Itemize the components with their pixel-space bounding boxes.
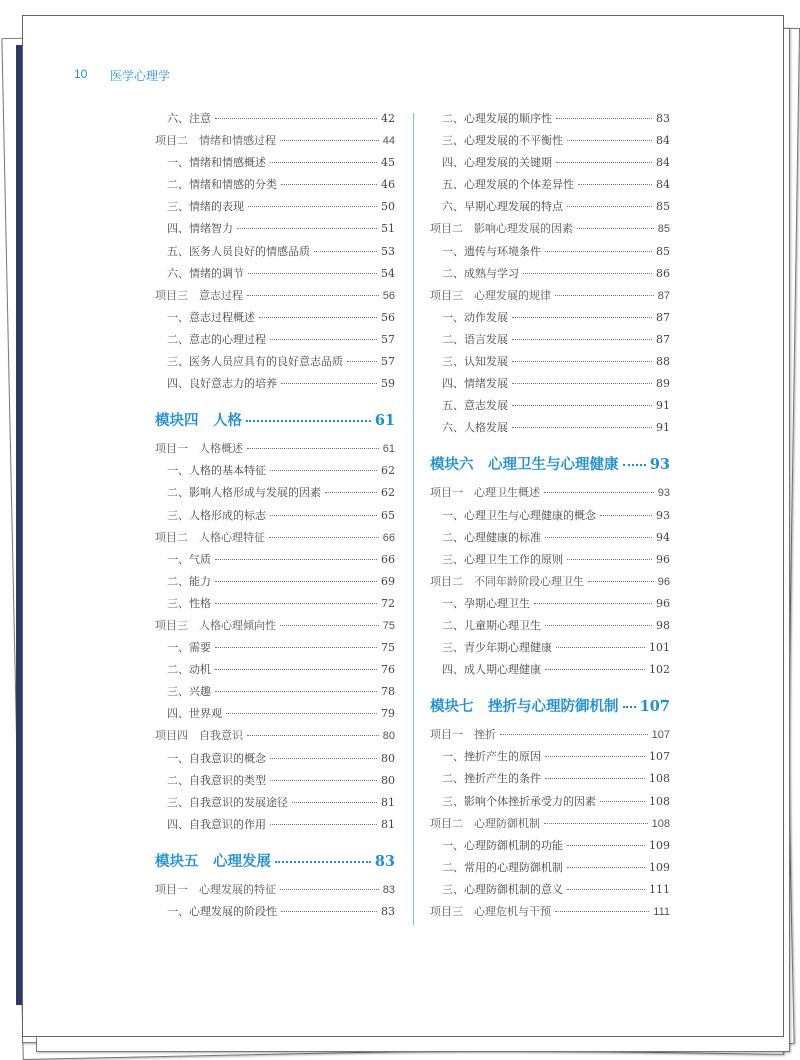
toc-column-right xyxy=(430,110,670,925)
toc-section-entry[interactable] xyxy=(430,176,670,198)
toc-section-entry[interactable] xyxy=(430,617,670,639)
toc-section-entry[interactable] xyxy=(155,639,395,661)
entry-page-number: 93 xyxy=(649,456,670,474)
leader-dots xyxy=(270,162,377,163)
toc-section-entry[interactable] xyxy=(430,198,670,220)
entry-page-number: 101 xyxy=(649,641,670,655)
entry-page-number: 84 xyxy=(656,178,670,192)
entry-title: 三、心理卫生工作的原则 xyxy=(442,552,563,566)
leader-dots xyxy=(270,758,377,759)
entry-page-number: 57 xyxy=(381,332,395,346)
entry-page-number: 66 xyxy=(382,531,395,544)
entry-title: 六、情绪的调节 xyxy=(167,266,244,280)
entry-title: 项目二 情绪和情感过程 xyxy=(155,135,276,148)
toc-section-entry[interactable] xyxy=(430,154,670,176)
toc-section-entry[interactable] xyxy=(155,265,395,287)
page-number: 10 xyxy=(74,67,88,81)
entry-title: 四、心理发展的关键期 xyxy=(442,156,552,170)
leader-dots xyxy=(544,492,654,493)
leader-dots xyxy=(281,184,377,185)
entry-title: 一、孕期心理卫生 xyxy=(442,596,530,610)
entry-title: 二、语言发展 xyxy=(442,332,508,346)
leader-dots xyxy=(567,140,652,141)
entry-page-number: 96 xyxy=(656,596,670,610)
leader-dots xyxy=(556,118,652,119)
leader-dots xyxy=(545,625,652,626)
toc-section-entry[interactable] xyxy=(155,705,395,727)
toc-project-entry[interactable] xyxy=(430,220,670,242)
entry-title: 二、动机 xyxy=(167,663,211,677)
entry-title: 四、成人期心理健康 xyxy=(442,663,541,677)
leader-dots xyxy=(623,464,646,466)
toc-project-entry[interactable] xyxy=(430,726,670,748)
toc-project-entry[interactable] xyxy=(430,287,670,309)
entry-page-number: 83 xyxy=(381,905,395,918)
toc-section-entry[interactable] xyxy=(430,529,670,551)
entry-title: 一、气质 xyxy=(167,552,211,566)
leader-dots xyxy=(215,581,377,582)
entry-page-number: 107 xyxy=(649,750,670,764)
leader-dots xyxy=(259,317,377,318)
entry-title: 一、动作发展 xyxy=(442,310,508,324)
entry-title: 二、心理健康的标准 xyxy=(442,530,541,544)
entry-title: 三、人格形成的标志 xyxy=(167,508,266,522)
entry-title: 三、兴趣 xyxy=(167,685,211,699)
entry-page-number: 85 xyxy=(656,244,670,258)
toc-section-entry[interactable] xyxy=(155,507,395,529)
leader-dots xyxy=(578,184,652,185)
leader-dots xyxy=(567,206,652,207)
entry-title: 二、能力 xyxy=(167,574,211,588)
entry-page-number: 80 xyxy=(382,730,395,743)
toc-section-entry[interactable] xyxy=(430,551,670,573)
leader-dots xyxy=(567,845,645,846)
entry-title: 项目一 人格概述 xyxy=(155,443,243,456)
leader-dots xyxy=(347,361,377,362)
entry-title: 四、自我意识的作用 xyxy=(167,817,266,831)
toc-section-entry[interactable] xyxy=(430,661,670,683)
entry-title: 四、情绪智力 xyxy=(167,222,233,236)
leader-dots xyxy=(226,713,377,714)
toc-module-heading[interactable] xyxy=(155,409,395,430)
entry-page-number: 93 xyxy=(656,508,670,522)
entry-page-number: 89 xyxy=(656,377,670,391)
entry-page-number: 91 xyxy=(656,399,670,413)
toc-section-entry[interactable] xyxy=(430,793,670,815)
toc-project-entry[interactable] xyxy=(155,617,395,639)
leader-dots xyxy=(270,339,377,340)
toc-section-entry[interactable] xyxy=(430,110,670,132)
toc-section-entry[interactable] xyxy=(155,573,395,595)
entry-title: 一、人格的基本特征 xyxy=(167,464,266,478)
entry-title: 一、心理发展的阶段性 xyxy=(167,905,277,918)
entry-page-number: 69 xyxy=(381,574,395,588)
entry-title: 项目一 心理发展的特征 xyxy=(155,883,276,896)
toc-project-entry[interactable] xyxy=(155,132,395,154)
entry-title: 三、认知发展 xyxy=(442,355,508,369)
toc-section-entry[interactable] xyxy=(155,309,395,331)
entry-title: 六、人格发展 xyxy=(442,421,508,435)
toc-section-entry[interactable] xyxy=(155,243,395,265)
entry-page-number: 107 xyxy=(639,698,670,716)
toc-section-entry[interactable] xyxy=(430,837,670,859)
entry-page-number: 108 xyxy=(649,772,670,786)
entry-page-number: 75 xyxy=(382,619,395,632)
leader-dots xyxy=(270,515,377,516)
toc-section-entry[interactable] xyxy=(430,265,670,287)
entry-page-number: 61 xyxy=(374,412,395,430)
entry-page-number: 83 xyxy=(382,883,395,896)
entry-page-number: 111 xyxy=(653,906,670,918)
entry-title: 一、意志过程概述 xyxy=(167,310,255,324)
entry-title: 三、影响个体挫折承受力的因素 xyxy=(442,794,596,808)
entry-page-number: 85 xyxy=(657,223,670,236)
toc-section-entry[interactable] xyxy=(430,331,670,353)
leader-dots xyxy=(314,251,377,252)
entry-page-number: 88 xyxy=(656,355,670,369)
entry-title: 三、性格 xyxy=(167,596,211,610)
leader-dots xyxy=(280,625,379,626)
entry-title: 五、意志发展 xyxy=(442,399,508,413)
book-title: 医学心理学 xyxy=(110,69,171,83)
leader-dots xyxy=(555,295,654,296)
entry-page-number: 54 xyxy=(381,266,395,280)
entry-page-number: 44 xyxy=(382,135,395,148)
entry-title: 二、常用的心理防御机制 xyxy=(442,860,563,874)
entry-page-number: 56 xyxy=(381,310,395,324)
entry-title: 一、情绪和情感概述 xyxy=(167,156,266,170)
leader-dots xyxy=(215,691,377,692)
entry-title: 模块六 心理卫生与心理健康 xyxy=(430,457,619,474)
entry-page-number: 59 xyxy=(381,377,395,391)
leader-dots xyxy=(281,911,377,912)
entry-title: 项目四 自我意识 xyxy=(155,730,243,743)
entry-title: 三、青少年期心理健康 xyxy=(442,641,552,655)
entry-page-number: 91 xyxy=(656,421,670,435)
column-divider xyxy=(413,113,414,925)
leader-dots xyxy=(248,206,377,207)
toc-section-entry[interactable] xyxy=(155,220,395,242)
leader-dots xyxy=(512,317,652,318)
leader-dots xyxy=(545,537,652,538)
entry-title: 项目二 影响心理发展的因素 xyxy=(430,223,573,236)
entry-title: 一、需要 xyxy=(167,641,211,655)
leader-dots xyxy=(512,427,652,428)
toc-project-entry[interactable] xyxy=(430,815,670,837)
entry-page-number: 98 xyxy=(656,618,670,632)
leader-dots xyxy=(215,647,377,648)
entry-page-number: 87 xyxy=(656,332,670,346)
toc-project-entry[interactable] xyxy=(430,573,670,595)
toc-project-entry[interactable] xyxy=(430,484,670,506)
toc-section-entry[interactable] xyxy=(430,507,670,529)
entry-page-number: 84 xyxy=(656,156,670,170)
toc-section-entry[interactable] xyxy=(155,110,395,132)
entry-title: 项目一 心理卫生概述 xyxy=(430,487,540,500)
leader-dots xyxy=(270,780,377,781)
toc-section-entry[interactable] xyxy=(430,595,670,617)
toc-module-heading[interactable] xyxy=(430,695,670,716)
toc-section-entry[interactable] xyxy=(430,397,670,419)
toc-project-entry[interactable] xyxy=(155,287,395,309)
entry-page-number: 76 xyxy=(381,663,395,677)
entry-title: 二、儿童期心理卫生 xyxy=(442,618,541,632)
entry-page-number: 53 xyxy=(381,244,395,258)
entry-page-number: 46 xyxy=(381,178,395,192)
toc-module-heading[interactable] xyxy=(155,850,395,871)
toc-section-entry[interactable] xyxy=(430,419,670,441)
entry-page-number: 62 xyxy=(381,486,395,500)
leader-dots xyxy=(247,735,379,736)
entry-title: 五、医务人员良好的情感品质 xyxy=(167,244,310,258)
entry-page-number: 45 xyxy=(381,156,395,170)
toc-section-entry[interactable] xyxy=(155,198,395,220)
toc-section-entry[interactable] xyxy=(430,353,670,375)
entry-title: 项目三 人格心理倾向性 xyxy=(155,619,276,632)
entry-title: 二、情绪和情感的分类 xyxy=(167,178,277,192)
leader-dots xyxy=(269,537,379,538)
leader-dots xyxy=(215,559,377,560)
entry-page-number: 62 xyxy=(381,464,395,478)
entry-page-number: 57 xyxy=(381,355,395,369)
leader-dots xyxy=(247,448,379,449)
leader-dots xyxy=(567,889,645,890)
leader-dots xyxy=(534,603,652,604)
toc-section-entry[interactable] xyxy=(155,816,395,838)
toc-section-entry[interactable] xyxy=(155,772,395,794)
toc-section-entry[interactable] xyxy=(155,331,395,353)
leader-dots xyxy=(247,295,379,296)
entry-title: 三、情绪的表现 xyxy=(167,200,244,214)
leader-dots xyxy=(577,228,654,229)
entry-title: 三、医务人员应具有的良好意志品质 xyxy=(167,355,343,369)
toc-section-entry[interactable] xyxy=(155,484,395,506)
entry-page-number: 85 xyxy=(656,200,670,214)
entry-page-number: 80 xyxy=(381,773,395,787)
entry-page-number: 94 xyxy=(656,530,670,544)
entry-title: 一、遗传与环境条件 xyxy=(442,244,541,258)
toc-project-entry[interactable] xyxy=(155,727,395,749)
leader-dots xyxy=(512,339,652,340)
leader-dots xyxy=(325,492,377,493)
entry-title: 六、早期心理发展的特点 xyxy=(442,200,563,214)
leader-dots xyxy=(545,669,645,670)
entry-page-number: 81 xyxy=(381,817,395,831)
leader-dots xyxy=(275,861,371,863)
entry-title: 二、心理发展的顺序性 xyxy=(442,112,552,125)
entry-page-number: 50 xyxy=(381,200,395,214)
entry-page-number: 80 xyxy=(381,751,395,765)
leader-dots xyxy=(246,420,371,422)
toc-section-entry[interactable] xyxy=(155,683,395,705)
entry-page-number: 75 xyxy=(381,641,395,655)
toc-section-entry[interactable] xyxy=(155,551,395,573)
toc-project-entry[interactable] xyxy=(155,529,395,551)
toc-module-heading[interactable] xyxy=(430,453,670,474)
toc-project-entry[interactable] xyxy=(155,440,395,462)
toc-section-entry[interactable] xyxy=(430,132,670,154)
entry-title: 项目二 不同年龄阶段心理卫生 xyxy=(430,575,584,588)
entry-page-number: 108 xyxy=(649,794,670,808)
entry-title: 模块七 挫折与心理防御机制 xyxy=(430,699,619,716)
entry-title: 项目二 人格心理特征 xyxy=(155,531,265,544)
toc-section-entry[interactable] xyxy=(155,750,395,772)
toc-project-entry[interactable] xyxy=(430,903,670,925)
entry-title: 二、自我意识的类型 xyxy=(167,773,266,787)
entry-title: 项目三 心理发展的规律 xyxy=(430,289,551,302)
leader-dots xyxy=(500,734,648,735)
leader-dots xyxy=(545,251,652,252)
leader-dots xyxy=(567,867,645,868)
entry-page-number: 93 xyxy=(657,487,670,500)
toc-project-entry[interactable] xyxy=(155,881,395,903)
entry-page-number: 56 xyxy=(382,289,395,302)
entry-title: 六、注意 xyxy=(167,112,211,125)
entry-title: 项目三 意志过程 xyxy=(155,289,243,302)
leader-dots xyxy=(215,603,377,604)
leader-dots xyxy=(600,801,645,802)
toc-section-entry[interactable] xyxy=(155,176,395,198)
entry-title: 项目一 挫折 xyxy=(430,729,496,742)
toc-section-entry[interactable] xyxy=(155,154,395,176)
toc-section-entry[interactable] xyxy=(430,639,670,661)
entry-title: 一、自我意识的概念 xyxy=(167,751,266,765)
entry-title: 三、自我意识的发展途径 xyxy=(167,795,288,809)
entry-page-number: 83 xyxy=(374,852,395,870)
entry-page-number: 86 xyxy=(656,266,670,280)
entry-title: 四、情绪发展 xyxy=(442,377,508,391)
toc-column-left xyxy=(155,110,395,925)
entry-page-number: 84 xyxy=(656,134,670,148)
entry-page-number: 78 xyxy=(381,685,395,699)
leader-dots xyxy=(544,823,648,824)
entry-page-number: 72 xyxy=(381,596,395,610)
leader-dots xyxy=(280,140,379,141)
leader-dots xyxy=(248,273,377,274)
entry-page-number: 65 xyxy=(381,508,395,522)
leader-dots xyxy=(215,118,377,119)
entry-title: 二、意志的心理过程 xyxy=(167,332,266,346)
entry-title: 三、心理发展的不平衡性 xyxy=(442,134,563,148)
entry-page-number: 96 xyxy=(657,575,670,588)
entry-page-number: 42 xyxy=(381,112,395,125)
entry-title: 四、良好意志力的培养 xyxy=(167,377,277,391)
leader-dots xyxy=(555,911,649,912)
leader-dots xyxy=(281,383,377,384)
toc-section-entry[interactable] xyxy=(430,309,670,331)
toc-section-entry[interactable] xyxy=(155,462,395,484)
leader-dots xyxy=(270,824,377,825)
leader-dots xyxy=(588,581,654,582)
leader-dots xyxy=(567,559,652,560)
leader-dots xyxy=(523,273,652,274)
entry-page-number: 51 xyxy=(381,222,395,236)
entry-title: 一、心理卫生与心理健康的概念 xyxy=(442,508,596,522)
entry-page-number: 87 xyxy=(657,289,670,302)
entry-title: 一、挫折产生的原因 xyxy=(442,750,541,764)
leader-dots xyxy=(623,706,636,708)
leader-dots xyxy=(237,228,377,229)
leader-dots xyxy=(545,756,645,757)
entry-title: 项目二 心理防御机制 xyxy=(430,817,540,830)
leader-dots xyxy=(215,669,377,670)
entry-title: 四、世界观 xyxy=(167,707,222,721)
entry-page-number: 102 xyxy=(649,663,670,677)
leader-dots xyxy=(292,802,377,803)
entry-page-number: 108 xyxy=(651,817,670,830)
entry-title: 二、成熟与学习 xyxy=(442,266,519,280)
entry-page-number: 96 xyxy=(656,552,670,566)
leader-dots xyxy=(512,383,652,384)
entry-page-number: 87 xyxy=(656,310,670,324)
entry-title: 一、心理防御机制的功能 xyxy=(442,838,563,852)
leader-dots xyxy=(556,647,645,648)
toc-section-entry[interactable] xyxy=(155,794,395,816)
toc-section-entry[interactable] xyxy=(155,353,395,375)
entry-page-number: 83 xyxy=(656,112,670,125)
leader-dots xyxy=(556,162,652,163)
entry-title: 二、影响人格形成与发展的因素 xyxy=(167,486,321,500)
toc-section-entry[interactable] xyxy=(430,748,670,770)
toc-section-entry[interactable] xyxy=(430,881,670,903)
toc-section-entry[interactable] xyxy=(430,859,670,881)
entry-page-number: 66 xyxy=(381,552,395,566)
entry-title: 三、心理防御机制的意义 xyxy=(442,882,563,896)
entry-page-number: 111 xyxy=(649,882,670,896)
entry-page-number: 107 xyxy=(651,729,670,742)
entry-title: 模块四 人格 xyxy=(155,413,242,430)
entry-title: 模块五 心理发展 xyxy=(155,853,271,870)
toc-section-entry[interactable] xyxy=(430,243,670,265)
toc-section-entry[interactable] xyxy=(430,375,670,397)
leader-dots xyxy=(600,515,652,516)
leader-dots xyxy=(512,405,652,406)
entry-title: 二、挫折产生的条件 xyxy=(442,772,541,786)
leader-dots xyxy=(512,361,652,362)
toc-section-entry[interactable] xyxy=(155,903,395,925)
entry-page-number: 79 xyxy=(381,707,395,721)
leader-dots xyxy=(545,778,645,779)
leader-dots xyxy=(280,889,379,890)
toc-section-entry[interactable] xyxy=(430,770,670,792)
leader-dots xyxy=(270,470,377,471)
toc-section-entry[interactable] xyxy=(155,375,395,397)
toc-section-entry[interactable] xyxy=(155,595,395,617)
entry-title: 项目三 心理危机与干预 xyxy=(430,906,551,918)
entry-page-number: 81 xyxy=(381,795,395,809)
entry-page-number: 109 xyxy=(649,860,670,874)
entry-page-number: 109 xyxy=(649,838,670,852)
entry-page-number: 61 xyxy=(382,443,395,456)
entry-title: 五、心理发展的个体差异性 xyxy=(442,178,574,192)
toc-section-entry[interactable] xyxy=(155,661,395,683)
